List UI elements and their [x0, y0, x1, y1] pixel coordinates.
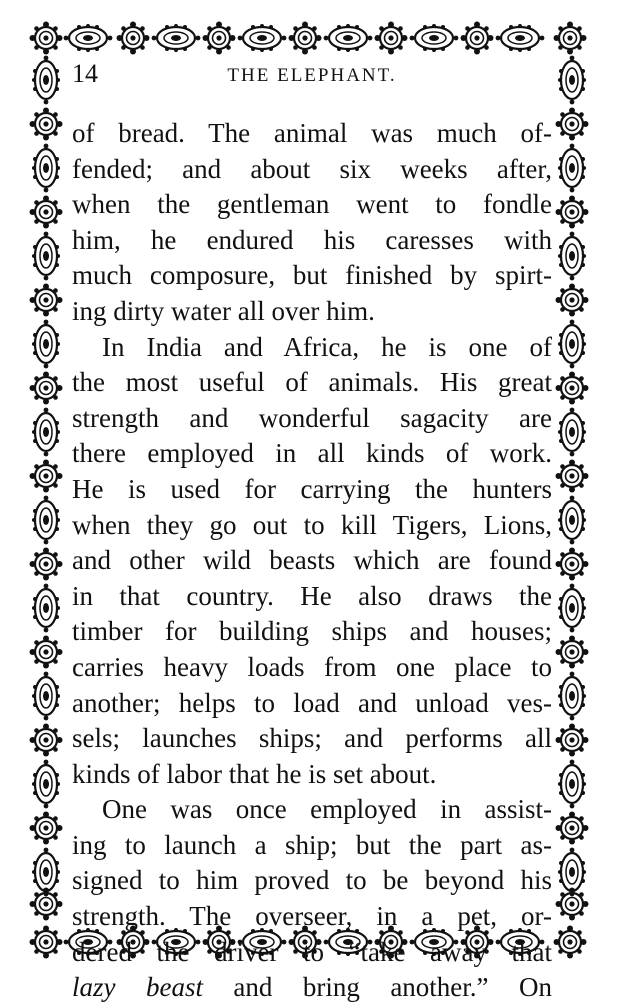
- floral-rosette-icon: [30, 108, 63, 141]
- text-line: of bread. The animal was much of-: [72, 118, 552, 148]
- floral-oval-icon: [558, 408, 586, 457]
- floral-rosette-icon: [30, 636, 63, 669]
- floral-rosette-icon: [117, 22, 150, 55]
- text-line: ing to launch a ship; but the part as-: [72, 829, 552, 860]
- text-line: when they go out to kill Tigers, Lions,: [72, 509, 552, 540]
- floral-oval-icon: [32, 584, 60, 633]
- floral-oval-icon: [238, 24, 287, 52]
- floral-oval-icon: [152, 24, 201, 52]
- text-line: fended; and about six weeks after,: [72, 153, 552, 184]
- floral-oval-icon: [32, 144, 60, 193]
- floral-rosette-icon: [556, 812, 589, 845]
- floral-rosette-icon: [556, 284, 589, 317]
- page-number: 14: [72, 59, 98, 88]
- floral-rosette-icon: [556, 548, 589, 581]
- text-line: there employed in all kinds of work.: [72, 438, 552, 469]
- floral-oval-icon: [496, 24, 545, 52]
- floral-rosette-icon: [203, 22, 236, 55]
- floral-rosette-icon: [30, 548, 63, 581]
- running-head: THE ELEPHANT.: [227, 65, 397, 86]
- text-line: He is used for carrying the hunters: [72, 473, 552, 504]
- text-line: when the gentleman went to fondle: [72, 189, 552, 220]
- floral-rosette-icon: [556, 108, 589, 141]
- text-line: timber for building ships and houses;: [72, 616, 552, 647]
- floral-rosette-icon: [30, 372, 63, 405]
- floral-oval-icon: [64, 24, 113, 52]
- floral-rosette-icon: [30, 284, 63, 317]
- text-line: sels; launches ships; and performs all: [72, 723, 552, 754]
- floral-rosette-icon: [30, 926, 63, 959]
- floral-oval-icon: [32, 408, 60, 457]
- floral-oval-icon: [558, 232, 586, 281]
- floral-oval-icon: [558, 320, 586, 369]
- floral-oval-icon: [558, 144, 586, 193]
- floral-oval-icon: [324, 24, 373, 52]
- floral-oval-icon: [558, 56, 586, 105]
- floral-oval-icon: [32, 232, 60, 281]
- body-text: [72, 116, 552, 1006]
- italic-phrase: lazy beast: [72, 972, 203, 1003]
- text-line: strength. The overseer, in a pet, or-: [72, 901, 552, 932]
- floral-rosette-icon: [30, 196, 63, 229]
- text-line: the most useful of animals. His great: [72, 367, 552, 398]
- floral-oval-icon: [558, 496, 586, 545]
- floral-rosette-icon: [556, 724, 589, 757]
- text-line: another; helps to load and unload ves-: [72, 687, 552, 718]
- floral-rosette-icon: [461, 22, 494, 55]
- text-line: [72, 970, 552, 1006]
- floral-oval-icon: [558, 672, 586, 721]
- floral-rosette-icon: [554, 22, 587, 55]
- floral-rosette-icon: [556, 460, 589, 493]
- floral-rosette-icon: [556, 636, 589, 669]
- floral-rosette-icon: [30, 460, 63, 493]
- floral-oval-icon: [558, 584, 586, 633]
- floral-rosette-icon: [30, 812, 63, 845]
- floral-oval-icon: [32, 320, 60, 369]
- floral-oval-icon: [32, 496, 60, 545]
- floral-oval-icon: [32, 56, 60, 105]
- text-line: strength and wonderful sagacity are: [72, 402, 552, 433]
- text-line: and other wild beasts which are found: [72, 545, 552, 576]
- text-line: carries heavy loads from one place to: [72, 651, 552, 682]
- text-line: dered the driver to “take away that: [72, 936, 552, 967]
- floral-rosette-icon: [556, 372, 589, 405]
- text-line: kinds of labor that he is set about.: [72, 758, 437, 789]
- text-line: In India and Africa, he is one of: [102, 331, 552, 362]
- floral-rosette-icon: [289, 22, 322, 55]
- floral-rosette-icon: [30, 22, 63, 55]
- text-line: One was once employed in assist-: [102, 794, 552, 825]
- floral-rosette-icon: [375, 22, 408, 55]
- floral-rosette-icon: [556, 196, 589, 229]
- text-line: signed to him proved to be beyond his: [72, 865, 552, 896]
- page-header: [72, 56, 552, 92]
- text-line: much composure, but finished by spirt-: [72, 260, 552, 291]
- text-line-rest: and bring another.” On: [202, 972, 552, 1003]
- text-line: in that country. He also draws the: [72, 580, 552, 611]
- floral-rosette-icon: [554, 926, 587, 959]
- floral-rosette-icon: [30, 724, 63, 757]
- text-line: ing dirty water all over him.: [72, 295, 375, 326]
- floral-oval-icon: [32, 672, 60, 721]
- floral-oval-icon: [558, 760, 586, 809]
- floral-oval-icon: [410, 24, 459, 52]
- floral-rosette-icon: [30, 888, 63, 921]
- floral-oval-icon: [32, 760, 60, 809]
- floral-rosette-icon: [556, 888, 589, 921]
- text-line: him, he endured his caresses with: [72, 224, 552, 255]
